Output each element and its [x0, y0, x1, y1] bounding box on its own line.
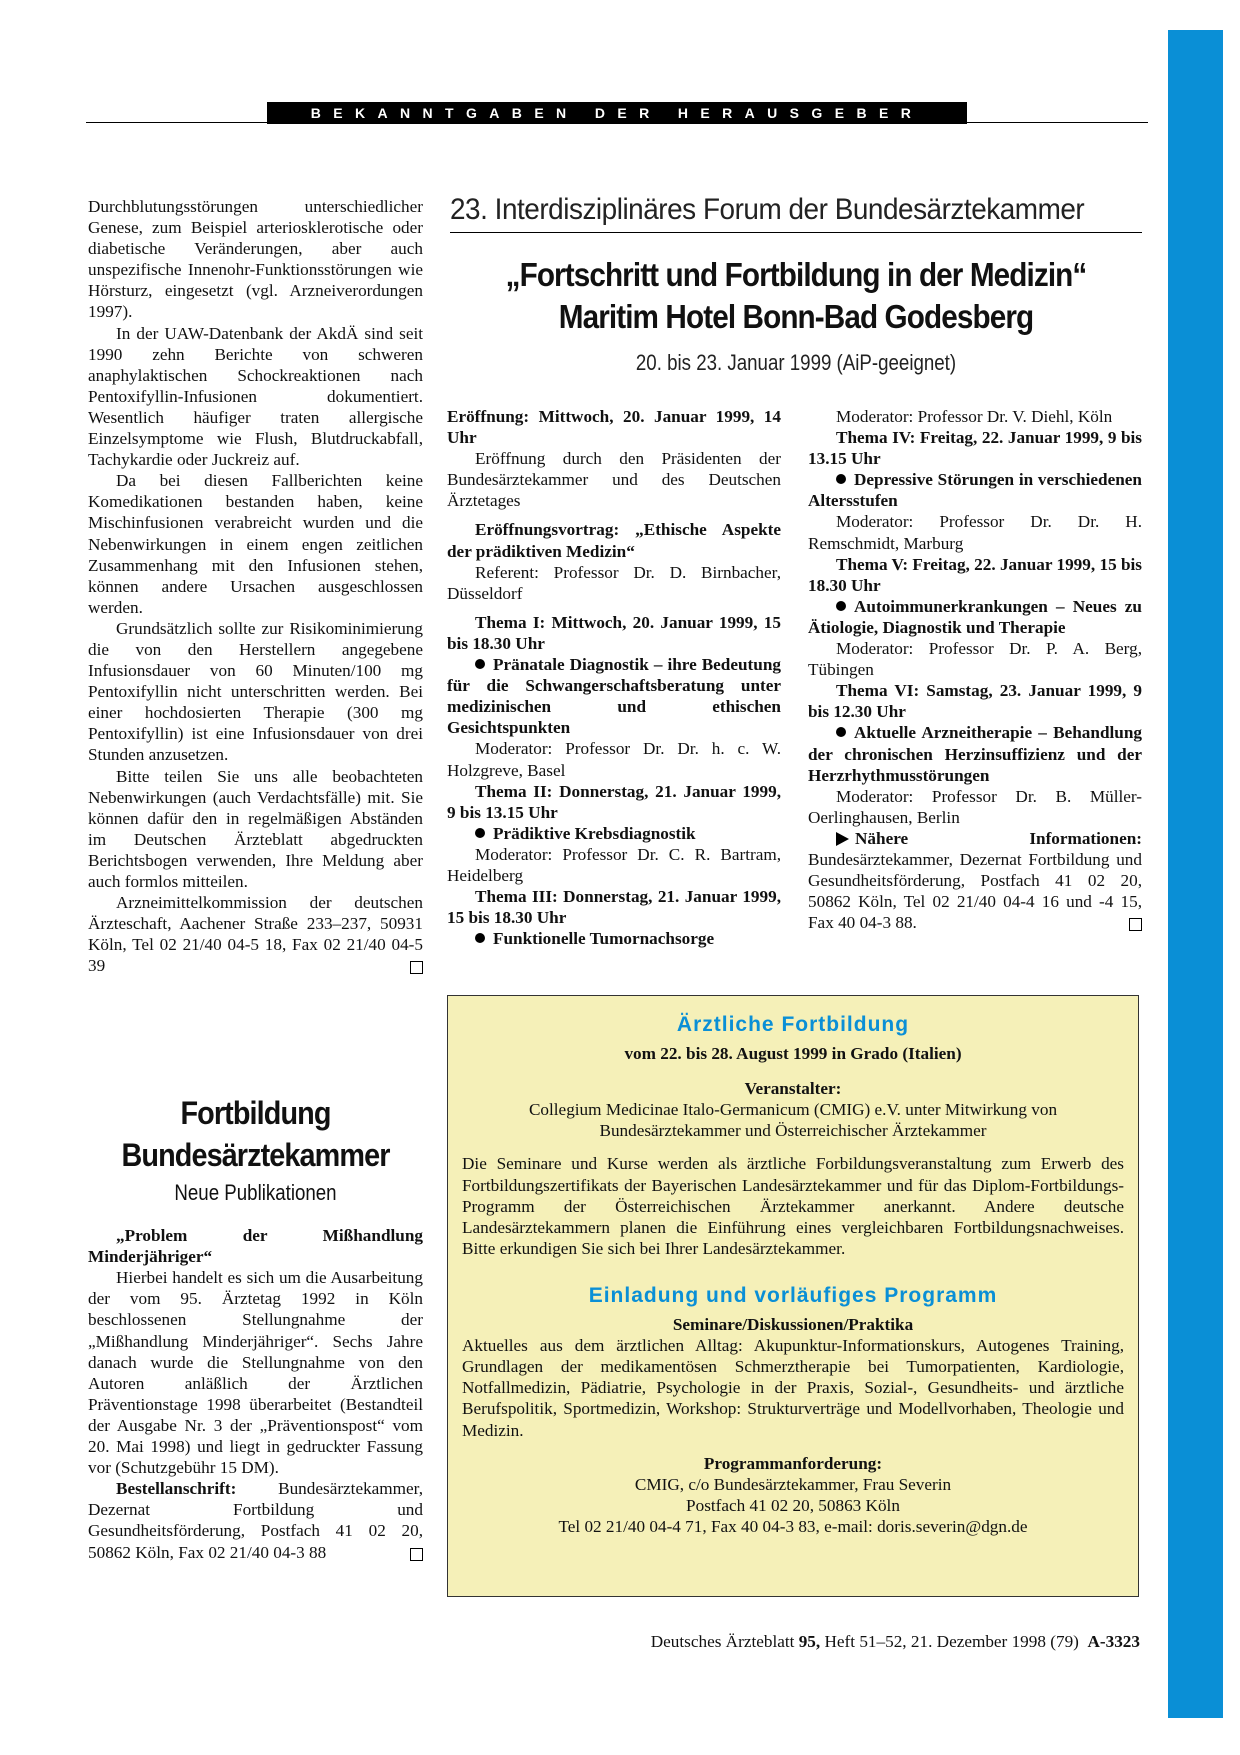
publication-title: „Problem der Mißhandlung Minderjähriger“: [88, 1226, 423, 1267]
forum-title-rule: [450, 232, 1142, 233]
article-paragraph: Da bei diesen Fallberichten keine Komedikationen bestanden haben, keine Mischinfusionen verabreicht wurden und die Nebenwirkungen in einem engen zeitlichen Zusammenhang mit den Infusionen stehen, können andere Ursachen ausgeschlossen werden.: [88, 471, 423, 617]
publications-heading-line: Fortbildung: [180, 1095, 331, 1131]
section-banner: BEKANNTGABEN DER HERAUSGEBER: [267, 102, 967, 124]
topic-label: Thema I: Mittwoch, 20. Januar 1999, 15 bis 18.30 Uhr: [447, 612, 781, 653]
article-paragraph: Grundsätzlich sollte zur Risikominimierung die von den Herstellern angegebene Infusionsdauer von 60 Minuten/100 mg Pentoxifyllin nicht unterschritten werden. Bei einer hochdosierten Therapie (300 mg Pentoxifyllin) ist eine Infusionsdauer von drei Stunden anzusetzen.: [88, 618, 423, 765]
arrow-right-icon: [836, 832, 849, 846]
topic-label: Thema VI: Samstag, 23. Januar 1999, 9 bis 12.30 Uhr: [808, 681, 1142, 722]
topic-title-text: Pränatale Diagnostik – ihre Bedeutung für die Schwangerschaftsberatung unter medizinischen und ethischen Gesichtspunkten: [447, 655, 781, 738]
forum-headline-line: „Fortschritt und Fortbildung in der Medizin“: [505, 256, 1087, 293]
organizer-label: Veranstalter:: [744, 1079, 842, 1099]
topic-label: Thema IV: Freitag, 22. Januar 1999, 9 bis 13.15 Uhr: [808, 428, 1142, 469]
fortbildung-box: [447, 995, 1139, 1597]
publications-heading: [105, 1092, 407, 1176]
topic-moderator: Moderator: Professor Dr. Dr. H. Remschmidt, Marburg: [808, 512, 1142, 553]
journal-volume: 95,: [798, 1632, 821, 1651]
topic-title: [808, 596, 1142, 638]
box-program-title: Einladung und vorläufiges Programm: [588, 1283, 998, 1307]
topic-title: [447, 928, 781, 949]
article-paragraph: In der UAW-Datenbank der AkdÄ sind seit 1990 zehn Berichte von schweren anaphylaktischen Schockreaktionen nach Pentoxifyllin-Infusionen dokumentiert. Wesentlich häufiger traten allergische Einzelsymptome wie Flush, Blutdruckabfall, Tachykardie oder Juckreiz auf.: [88, 323, 423, 470]
bullet-icon: [475, 828, 485, 838]
publications-subheading: Neue Publikationen: [174, 1180, 337, 1205]
end-mark-icon: [410, 961, 423, 974]
article-paragraph: Durchblutungsstörungen unterschiedlicher Genese, zum Beispiel arteriosklerotische oder diabetische Veränderungen, aber auch unspezifische Innenohr-Funktionsstörungen wie Hörsturz, eingesetzt (vgl. Arzneiverordungen 1997).: [88, 197, 423, 322]
topic-label: Thema V: Freitag, 22. Januar 1999, 15 bis 18.30 Uhr: [808, 554, 1142, 595]
topic-title-text: Prädiktive Krebsdiagnostik: [493, 823, 696, 843]
opening-text: Eröffnung durch den Präsidenten der Bundesärztekammer und des Deutschen Ärztetages: [447, 449, 781, 511]
forum-title: 23. Interdisziplinäres Forum der Bundesärztekammer: [450, 193, 1085, 226]
page-edge-color-bar: [1168, 30, 1223, 1718]
publications-heading-line: Bundesärztekammer: [121, 1137, 390, 1173]
program-column-right: [808, 406, 1142, 933]
bullet-icon: [836, 601, 846, 611]
opening-label: Eröffnung: Mittwoch, 20. Januar 1999, 14 Uhr: [447, 407, 781, 448]
topic-moderator: Moderator: Professor Dr. B. Müller-Oerlinghausen, Berlin: [808, 786, 1142, 827]
forum-dates: 20. bis 23. Januar 1999 (AiP-geeignet): [635, 350, 957, 375]
topic-title: [447, 823, 781, 844]
page-number: A-3323: [1087, 1632, 1140, 1651]
journal-name: Deutsches Ärzteblatt: [650, 1632, 795, 1651]
organizer-text: Collegium Medicinae Italo-Germanicum (CMIG) e.V. unter Mitwirkung von Bundesärztekammer und Österreichischer Ärztekammer: [528, 1100, 1058, 1141]
request-line: Postfach 41 02 20, 50863 Köln: [686, 1495, 900, 1515]
article-paragraph: [88, 892, 423, 976]
box-title: Ärztliche Fortbildung: [676, 1013, 910, 1036]
keynote-speaker: Referent: Professor Dr. D. Birnbacher, Düsseldorf: [447, 562, 781, 603]
end-mark-icon: [410, 1548, 423, 1561]
order-address: Bundesärztekammer, Dezernat Fortbildung und Gesundheitsförderung, Postfach 41 02 20, 50862 Köln, Fax 02 21/40 04-3 88: [88, 1479, 423, 1562]
topic-title-text: Funktionelle Tumornachsorge: [493, 929, 715, 949]
topic-title: [808, 469, 1142, 511]
request-line: CMIG, c/o Bundesärztekammer, Frau Severin: [634, 1474, 952, 1494]
program-text: Aktuelles aus dem ärztlichen Alltag: Akupunktur-Informationskurs, Autogenes Training, Grundlagen der medikamentösen Schmerztherapie bei Tumorpatienten, Kardiologie, Notfallmedizin, Pädiatrie, Psychologie in der Praxis, Sozial-, Gesundheits- und ärztliche Berufspolitik, Sportmedizin, Workshop: Strukturverträge und Modellvorhaben, Theologie und Medizin.: [462, 1336, 1124, 1440]
box-intro: Die Seminare und Kurse werden als ärztliche Forbildungsveranstaltung zum Erwerb des Fortbildungszertifikats der Bayerischen Landesärztekammer und für das Diplom-Fortbildungs-Programm der Österreichischen Ärztekammer anerkannt. Andere deutsche Landesärztekammern planen die Einführung eines vergleichbaren Fortbildungsnachweises. Bitte erkundigen Sie sich bei Ihrer Landesärztekammer.: [462, 1154, 1124, 1258]
topic-moderator: Moderator: Professor Dr. P. A. Berg, Tübingen: [808, 639, 1142, 680]
left-article: [88, 196, 423, 976]
bullet-icon: [475, 933, 485, 943]
topic-title-text: Autoimmunerkrankungen – Neues zu Ätiologie, Diagnostik und Therapie: [808, 596, 1142, 637]
order-label: Bestellanschrift:: [116, 1479, 237, 1499]
box-subtitle: vom 22. bis 28. August 1999 in Grado (Italien): [624, 1044, 962, 1064]
topic-moderator: Moderator: Professor Dr. C. R. Bartram, Heidelberg: [447, 844, 781, 885]
info-text: Bundesärztekammer, Dezernat Fortbildung und Gesundheitsförderung, Postfach 41 02 20, 50862 Köln, Tel 02 21/40 04-4 16 und -4 15, Fax 40 04-3 88.: [808, 849, 1142, 933]
bullet-icon: [836, 727, 846, 737]
program-label: Seminare/Diskussionen/Praktika: [672, 1315, 914, 1335]
forum-headline: [476, 254, 1117, 338]
topic-title-text: Depressive Störungen in verschiedenen Altersstufen: [808, 470, 1142, 511]
request-label: Programmanforderung:: [703, 1453, 883, 1473]
topic-moderator: Moderator: Professor Dr. Dr. h. c. W. Holzgreve, Basel: [447, 739, 781, 780]
topic-title: [808, 722, 1142, 785]
info-label: Nähere Informationen:: [855, 828, 1142, 848]
publication-body: Hierbei handelt es sich um die Ausarbeitung der vom 95. Ärztetag 1992 in Köln beschlossenen Stellungnahme der „Mißhandlung Minderjähriger“. Sechs Jahre danach wurde die Stellungnahme von den Autoren anläßlich der Ärztlichen Präventionstage 1998 überarbeitet (Bestandteil der Ausgabe Nr. 3 der „Präventionspost“ vom 20. Mai 1998) und liegt in gedruckter Fassung vor (Schutzgebühr 15 DM).: [88, 1268, 423, 1478]
topic-label: Thema II: Donnerstag, 21. Januar 1999, 9 bis 13.15 Uhr: [447, 781, 781, 822]
info-paragraph: [808, 828, 1142, 933]
publication-order: [88, 1478, 423, 1562]
request-line: Tel 02 21/40 04-4 71, Fax 40 04-3 83, e-mail: doris.severin@dgn.de: [558, 1516, 1028, 1536]
program-column-left: [447, 406, 781, 949]
topic-moderator: Moderator: Professor Dr. V. Diehl, Köln: [836, 407, 1113, 426]
topic-title: [447, 654, 781, 738]
bullet-icon: [836, 474, 846, 484]
end-mark-icon: [1129, 918, 1142, 931]
page-footer: [500, 1632, 1140, 1652]
article-paragraph: Bitte teilen Sie uns alle beobachteten Nebenwirkungen (auch Verdachtsfälle) mit. Sie können dafür den in regelmäßigen Abständen im Deutschen Ärzteblatt abgedruckten Berichtsbogen verwenden, Ihre Meldung aber auch formlos mitteilen.: [88, 766, 423, 891]
journal-issue: Heft 51–52, 21. Dezember 1998 (79): [824, 1632, 1079, 1651]
forum-headline-line: Maritim Hotel Bonn-Bad Godesberg: [558, 298, 1034, 335]
publications-section: [88, 1092, 423, 1563]
topic-title-text: Aktuelle Arzneitherapie – Behandlung der chronischen Herzinsuffizienz und der Herzrhythmusstörungen: [808, 723, 1142, 785]
topic-label: Thema III: Donnerstag, 21. Januar 1999, 15 bis 18.30 Uhr: [447, 887, 781, 928]
keynote-label: Eröffnungsvortrag: „Ethische Aspekte der prädiktiven Medizin“: [447, 520, 781, 561]
article-contact: Arzneimittelkommission der deutschen Ärzteschaft, Aachener Straße 233–237, 50931 Köln, Tel 02 21/40 04-5 18, Fax 02 21/40 04-5 39: [88, 893, 423, 976]
bullet-icon: [475, 659, 485, 669]
